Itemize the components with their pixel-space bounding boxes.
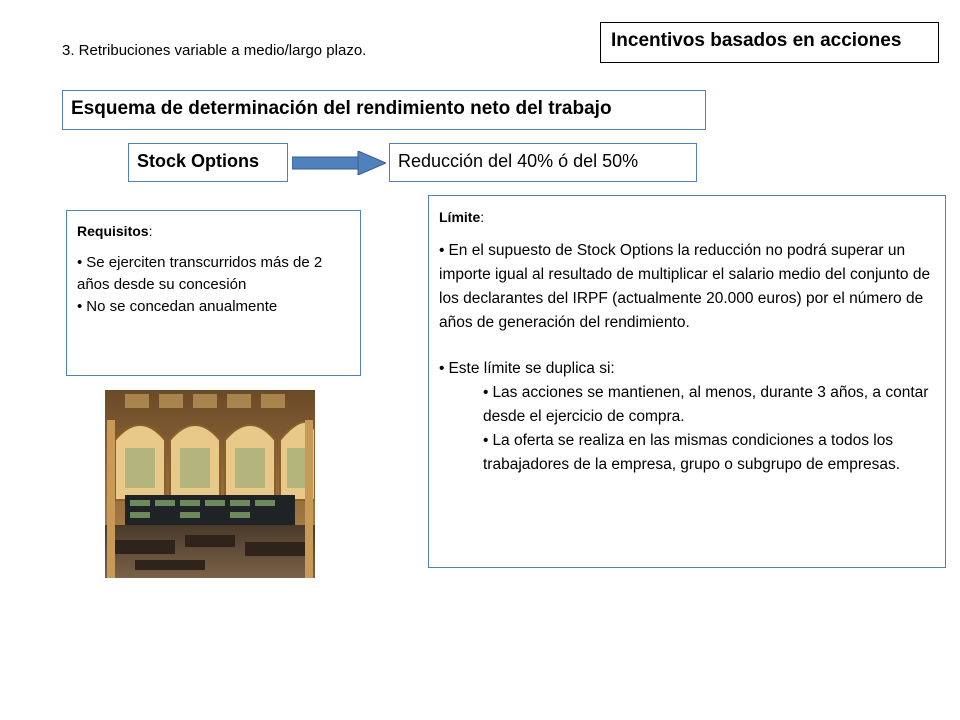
topic-title: Incentivos basados en acciones: [611, 30, 902, 51]
limite-label: Límite: [439, 209, 481, 225]
limite-box: [428, 195, 946, 568]
limite-list: [439, 239, 935, 381]
reduction-label: Reducción del 40% ó del 50%: [398, 151, 639, 171]
list-item: • Se ejerciten transcurridos más de 2 años desde su concesión: [77, 252, 350, 296]
list-item: • En el supuesto de Stock Options la reducción no podrá superar un importe igual al resultado de multiplicar el salario medio del conjunto de los declarantes del IRPF (actualmente 20.000 euros) por el número de años de generación del rendimiento.: [439, 239, 935, 335]
slide-subtitle: 3. Retribuciones variable a medio/largo plazo.: [62, 42, 367, 59]
requisitos-label: Requisitos: [77, 223, 149, 239]
spacer: [439, 335, 935, 357]
requisitos-heading: Requisitos:: [77, 223, 153, 239]
stock-options-box: [128, 143, 288, 182]
stock-options-label: Stock Options: [137, 151, 260, 171]
topic-box: [600, 22, 939, 63]
requisitos-box: [66, 210, 361, 376]
sub-list-item: • La oferta se realiza en las mismas condiciones a todos los trabajadores de la empresa, grupo o subgrupo de empresas.: [483, 429, 935, 477]
limite-sublist: [439, 381, 935, 477]
right-arrow-icon: [292, 151, 386, 175]
limite-heading: Límite:: [439, 209, 485, 225]
requisitos-list: [77, 252, 350, 318]
reduction-box: [389, 143, 697, 182]
list-item: • Este límite se duplica si:: [439, 357, 935, 381]
sub-list-item: • Las acciones se mantienen, al menos, durante 3 años, a contar desde el ejercicio de compra.: [483, 381, 935, 429]
stock-exchange-photo: [105, 390, 315, 578]
list-item: • No se concedan anualmente: [77, 296, 350, 318]
heading-title: Esquema de determinación del rendimiento neto del trabajo: [71, 98, 612, 119]
heading-box: [62, 90, 706, 130]
